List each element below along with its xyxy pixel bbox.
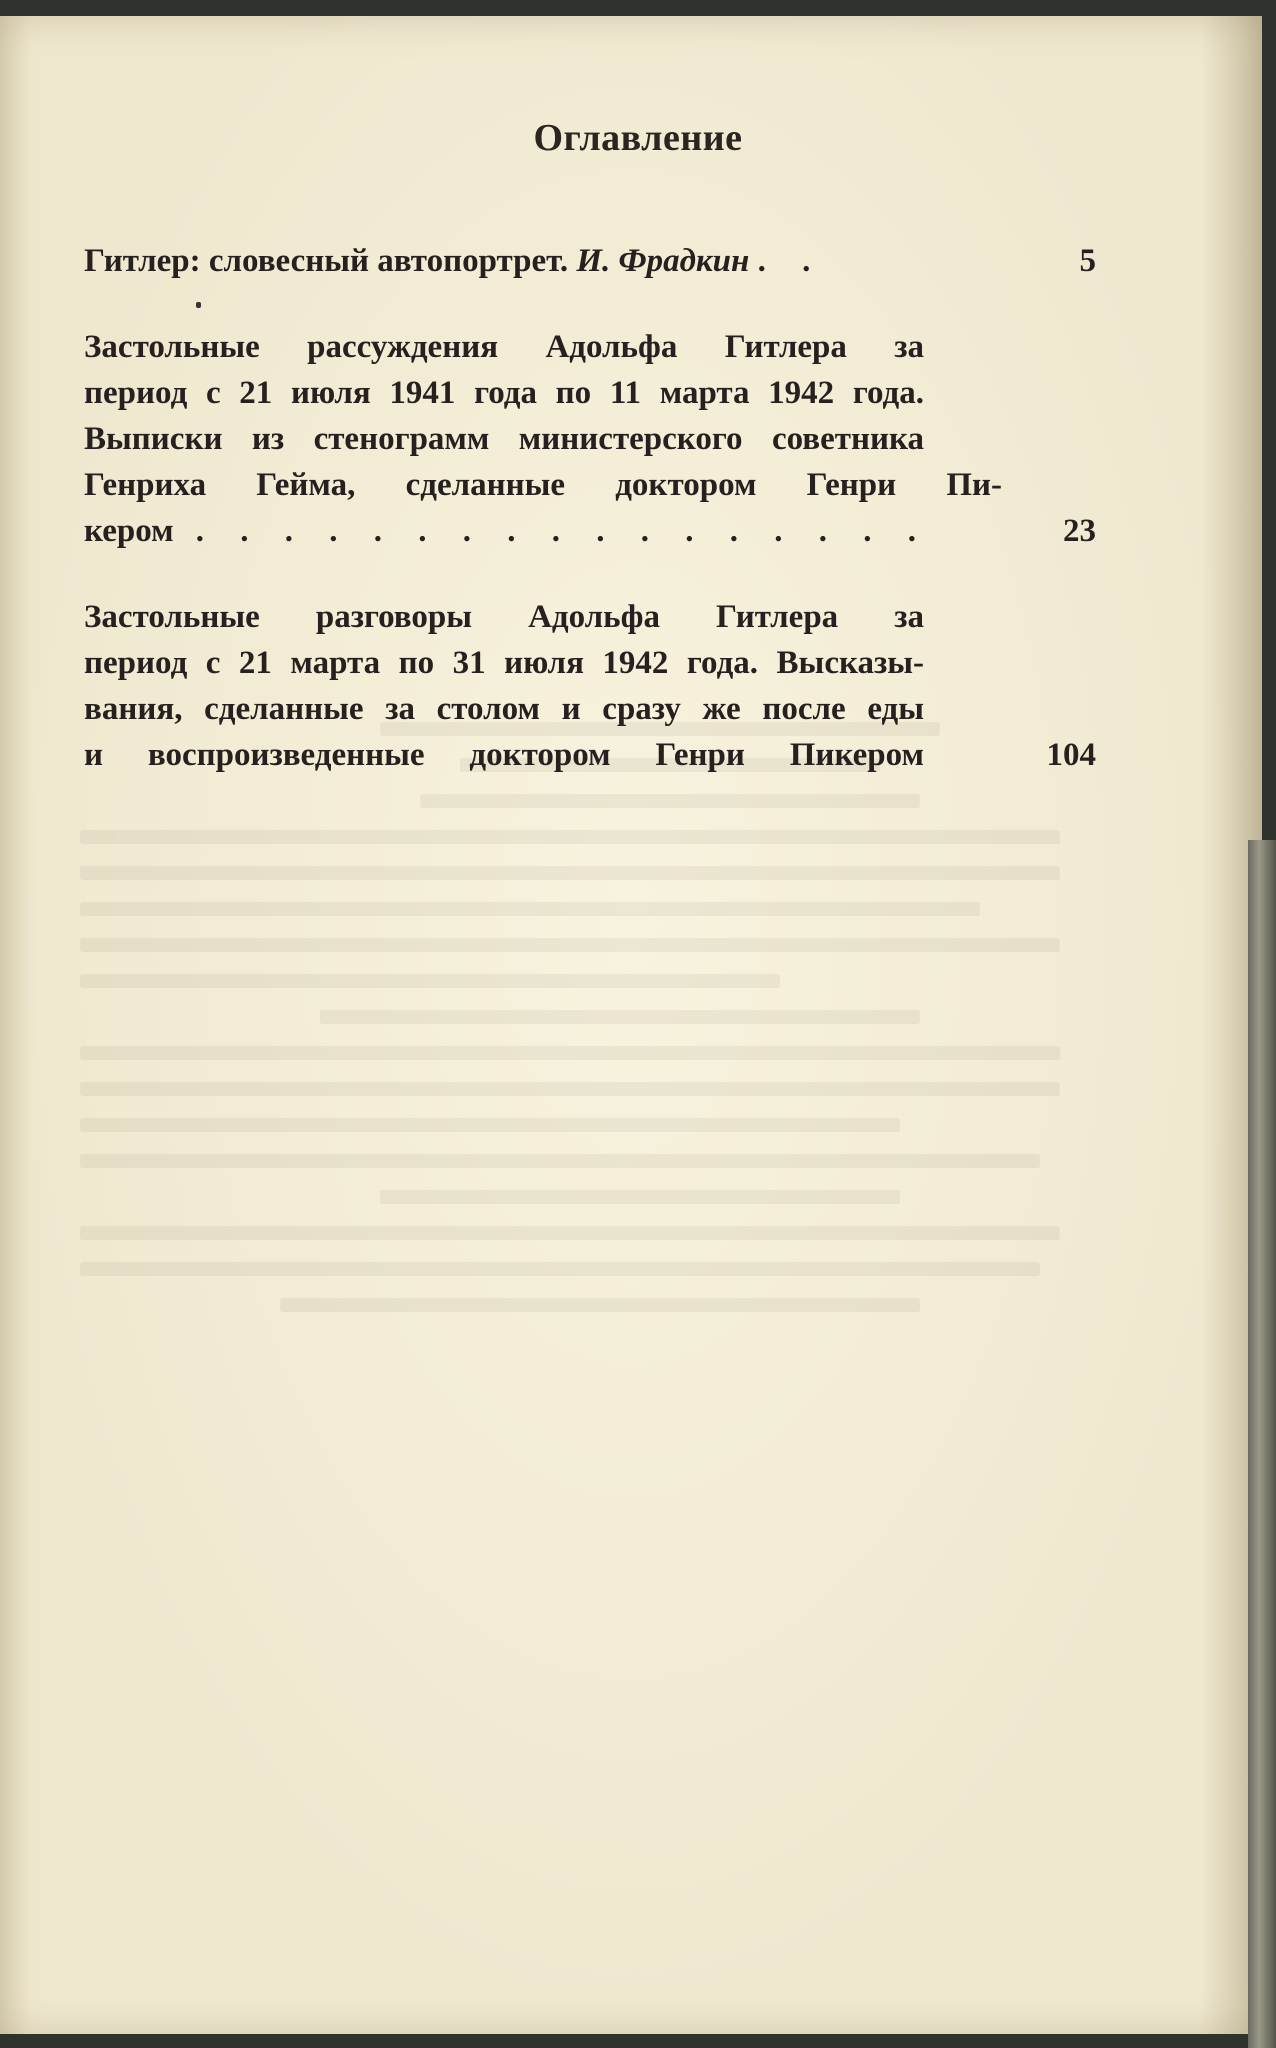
entry-title: Гитлер: словесный автопортрет. [84,243,569,279]
page-edge [1248,840,1276,2048]
entry-line: вания, сделанные за столом и сразу же после еды [84,691,924,727]
page-title: Оглавление [533,117,743,159]
entry-line: Застольные разговоры Адольфа Гитлера за [84,599,924,635]
dot-leader: . . [757,243,825,279]
entry-line: Застольные рассуждения Адольфа Гитлера за [84,329,924,365]
entry-line: период с 21 марта по 31 июля 1942 года. Высказы- [84,645,924,681]
entry-line: Генриха Гейма, сделанные доктором Генри Пи- [84,467,1002,503]
table-of-contents [84,238,1096,778]
toc-entry[interactable] [84,594,1096,778]
entry-author: И. Фрадкин [576,243,750,279]
entry-line: и воспроизведенные доктором Генри Пикером [84,737,924,773]
entry-line: кером [84,513,174,549]
dot-leader: . . . . . . . . . . . . . . . . . [195,513,931,549]
entry-line: Выписки из стенограмм министерского советника [84,421,924,457]
toc-entry[interactable] [84,238,1096,284]
page-number: 5 [1079,243,1096,279]
entry-line: период с 21 июля 1941 года по 11 марта 1942 года. [84,375,924,411]
show-through-text [80,700,1080,1850]
page-number: 23 [1063,513,1096,549]
toc-entry[interactable] [84,324,1096,554]
page-number: 104 [1046,737,1096,773]
